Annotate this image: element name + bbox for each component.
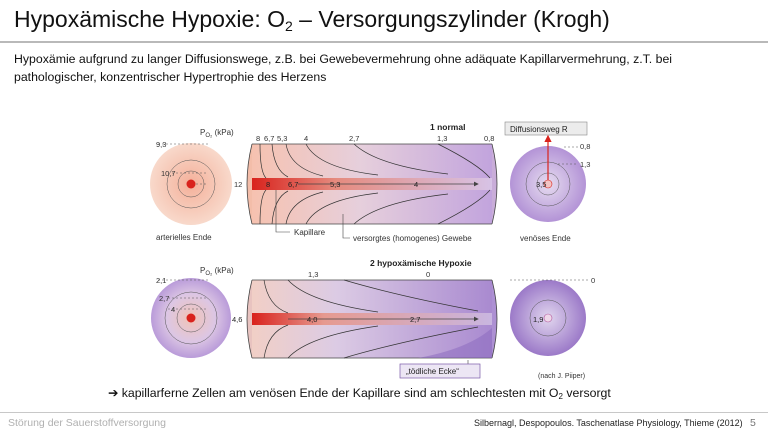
arterial-end-label: arterielles Ende [156,233,212,242]
capillary-value-hypoxia-2: 4,0 [307,315,318,324]
footer-section-title: Störung der Sauerstoffversorgung [8,417,166,429]
capillary-value-normal-4: 4 [414,180,419,189]
top-value-normal-6: 1,3 [437,134,448,143]
diffusion-label: Diffusionsweg R [510,125,568,134]
tissue-label: versorgtes (homogenes) Gewebe [353,234,472,243]
capillary-value-hypoxia-4: 1,9 [533,315,544,324]
po2-axis-label-normal: $P_{O_2}$ (kPa) [200,128,234,139]
capillary-label: Kapillare [294,228,326,237]
left-value-normal-2: 10,7 [161,169,176,178]
capillary-value-normal-5: 3,5 [536,180,547,189]
venous-end-label: venöses Ende [520,234,571,243]
left-value-normal-3: 12 [234,180,243,189]
conclusion-text: ➔ kapillarferne Zellen am venösen Ende der Kapillare sind am schlechtesten mit $O_2$ versorgt [108,386,611,401]
top-value-normal-3: 5,3 [277,134,288,143]
deadly-corner-label: „tödliche Ecke“ [406,367,459,376]
title-divider [0,41,768,43]
krogh-cylinder-figure [148,114,608,384]
top-value-normal-1: 8 [256,134,261,143]
page-number: 5 [750,417,756,429]
top-value-normal-7: 0,8 [484,134,495,143]
capillary-value-normal-2: 6,7 [288,180,299,189]
right-value-normal-1: 0,8 [580,142,591,151]
top-value-hypoxia-1: 1,3 [308,270,319,279]
figure-credit: (nach J. Piiper) [538,373,586,380]
capillary-value-hypoxia-3: 2,7 [410,315,421,324]
top-value-normal-2: 6,7 [264,134,275,143]
top-value-normal-5: 2,7 [349,134,360,143]
normal-heading: 1 normal [430,122,466,132]
capillary-value-normal-1: 8 [266,180,271,189]
arrow-icon: ➔ [108,386,119,400]
slide-title: Hypoxämische Hypoxie: $O_2$ – Versorgungszylinder (Krogh) [14,6,610,34]
left-value-hypoxia-2: 2,7 [159,294,170,303]
top-value-hypoxia-2: 0 [426,270,431,279]
footer-divider [0,412,768,413]
left-value-hypoxia-1: 2,1 [156,276,167,285]
capillary-value-normal-3: 5,3 [330,180,341,189]
left-value-normal-1: 9,3 [156,140,167,149]
footer-source: Silbernagl, Despopoulos. Taschenatlase Physiology, Thieme (2012) [474,418,743,428]
left-value-hypoxia-3: 4 [171,305,176,314]
top-value-hypoxia-3: 0 [591,276,596,285]
top-value-normal-4: 4 [304,134,309,143]
capillary-value-hypoxia-1: 4,6 [232,315,243,324]
right-value-normal-2: 1,3 [580,160,591,169]
intro-text: Hypoxämie aufgrund zu langer Diffusionswege, z.B. bei Gewebevermehrung ohne adäquate Kapillarvermehrung, z.T. bei pathologischer, konzentrischer Hypertrophie des Herzens [14,52,673,84]
po2-axis-label-hypoxia: $P_{O_2}$ (kPa) [200,266,234,277]
hypoxia-heading: 2 hypoxämische Hypoxie [370,258,472,268]
